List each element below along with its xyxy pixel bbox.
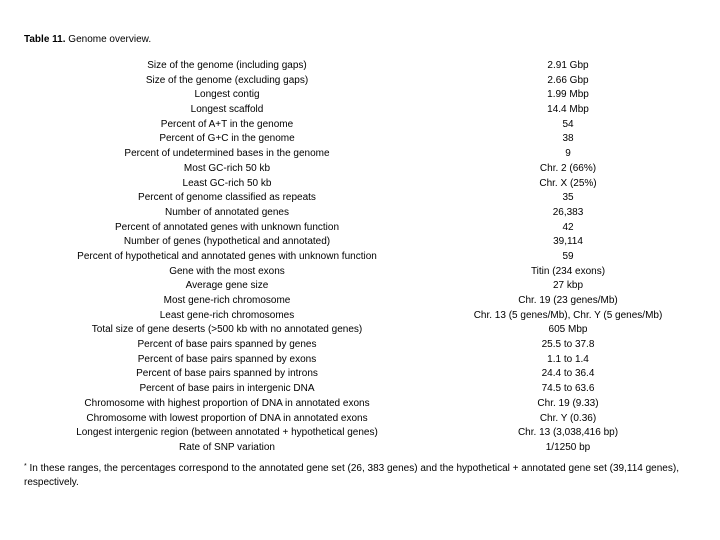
row-feature-label: Percent of genome classified as repeats xyxy=(138,192,316,204)
row-value: Titin (234 exons) xyxy=(530,265,606,277)
table-row xyxy=(0,59,720,74)
table-row xyxy=(0,309,720,324)
row-value: Chr. 19 (23 genes/Mb) xyxy=(518,295,618,306)
row-value: Chr. X (25%) xyxy=(539,177,597,189)
table-row xyxy=(0,118,720,133)
row-feature-label: Total size of gene deserts (>500 kb with no annotated genes) xyxy=(91,324,363,336)
row-feature-label: Percent of A+T in the genome xyxy=(160,118,294,130)
row-feature-label: Percent of G+C in the genome xyxy=(159,133,295,145)
table-row xyxy=(0,103,720,118)
table-row xyxy=(0,191,720,206)
row-value: Chr. 19 (9.33) xyxy=(537,397,599,409)
row-feature-label: Average gene size xyxy=(185,280,269,292)
row-feature-label: Percent of base pairs spanned by exons xyxy=(137,353,317,365)
row-feature-label: Most GC-rich 50 kb xyxy=(183,162,271,174)
table-row xyxy=(0,206,720,221)
row-feature-label: Rate of SNP variation xyxy=(179,441,275,453)
row-feature-label: Size of the genome (including gaps) xyxy=(147,60,307,71)
row-value: 14.4 Mbp xyxy=(547,104,589,116)
table-row xyxy=(0,177,720,192)
row-feature-label: Least GC-rich 50 kb xyxy=(182,177,272,189)
row-feature-label: Size of the genome (excluding gaps) xyxy=(145,74,309,86)
row-feature-label: Most gene-rich chromosome xyxy=(163,295,291,306)
table-row xyxy=(0,221,720,236)
row-value: 24.4 to 36.4 xyxy=(541,368,595,380)
row-value: 1.1 to 1.4 xyxy=(547,353,589,365)
row-feature-label: Longest contig xyxy=(194,89,260,101)
table-row xyxy=(0,294,720,309)
row-value: Chr. Y (0.36) xyxy=(539,412,597,424)
row-value: 2.66 Gbp xyxy=(547,74,589,86)
table-row xyxy=(0,397,720,412)
row-feature-label: Longest intergenic region (between annotated + hypothetical genes) xyxy=(76,427,378,439)
table-row xyxy=(0,279,720,294)
row-value: 2.91 Gbp xyxy=(547,60,589,71)
table-row xyxy=(0,265,720,280)
table-row xyxy=(0,441,720,456)
table-caption xyxy=(24,34,151,46)
row-feature-label: Gene with the most exons xyxy=(169,265,285,277)
row-value: 35 xyxy=(562,192,574,204)
table-row xyxy=(0,147,720,162)
table-row xyxy=(0,88,720,103)
row-value: 54 xyxy=(562,118,574,130)
table-row xyxy=(0,235,720,250)
row-value: Chr. 2 (66%) xyxy=(539,162,597,174)
table-footnote xyxy=(24,462,704,490)
table-row xyxy=(0,353,720,368)
footnote-marker: * xyxy=(24,463,27,470)
table-title: Genome overview. xyxy=(68,34,152,45)
table-row xyxy=(0,382,720,397)
row-value: 1/1250 bp xyxy=(545,441,591,453)
row-feature-label: Chromosome with lowest proportion of DNA in annotated exons xyxy=(86,412,368,424)
table-row xyxy=(0,162,720,177)
table-row xyxy=(0,367,720,382)
row-value: 9 xyxy=(565,148,571,160)
table-row xyxy=(0,426,720,441)
row-value: 74.5 to 63.6 xyxy=(541,383,595,395)
row-value: Chr. 13 (5 genes/Mb), Chr. Y (5 genes/Mb) xyxy=(473,309,663,321)
row-feature-label: Longest scaffold xyxy=(190,104,264,116)
row-value: 27 kbp xyxy=(552,280,584,292)
table-row xyxy=(0,323,720,338)
row-value: 38 xyxy=(562,133,574,145)
table-row xyxy=(0,74,720,89)
table-row xyxy=(0,338,720,353)
genome-overview-table xyxy=(0,59,720,456)
row-value: 26,383 xyxy=(552,206,584,218)
table-row xyxy=(0,132,720,147)
row-value: 39,114 xyxy=(553,236,583,248)
row-feature-label: Least gene-rich chromosomes xyxy=(159,309,295,321)
row-feature-label: Percent of annotated genes with unknown function xyxy=(114,221,340,233)
footnote-text: In these ranges, the percentages correspond to the annotated gene set (26, 383 genes) and the hypothetical + annotated gene set (39,114 genes), respectively. xyxy=(24,463,679,488)
row-feature-label: Percent of hypothetical and annotated genes with unknown function xyxy=(77,250,377,262)
row-value: 605 Mbp xyxy=(548,324,588,336)
row-value: 1.99 Mbp xyxy=(547,89,589,101)
row-feature-label: Number of genes (hypothetical and annotated) xyxy=(123,236,331,248)
row-feature-label: Percent of base pairs in intergenic DNA xyxy=(139,383,315,395)
row-value: Chr. 13 (3,038,416 bp) xyxy=(517,427,619,439)
row-value: 59 xyxy=(562,250,574,262)
table-row xyxy=(0,250,720,265)
row-feature-label: Chromosome with highest proportion of DNA in annotated exons xyxy=(84,397,370,409)
row-feature-label: Percent of base pairs spanned by introns xyxy=(136,368,318,380)
row-value: 42 xyxy=(562,221,574,233)
table-row xyxy=(0,412,720,427)
row-value: 25.5 to 37.8 xyxy=(541,339,595,351)
row-feature-label: Number of annotated genes xyxy=(165,206,289,218)
table-number: Table 11. xyxy=(24,34,66,45)
row-feature-label: Percent of base pairs spanned by genes xyxy=(137,339,317,351)
row-feature-label: Percent of undetermined bases in the genome xyxy=(124,148,330,160)
